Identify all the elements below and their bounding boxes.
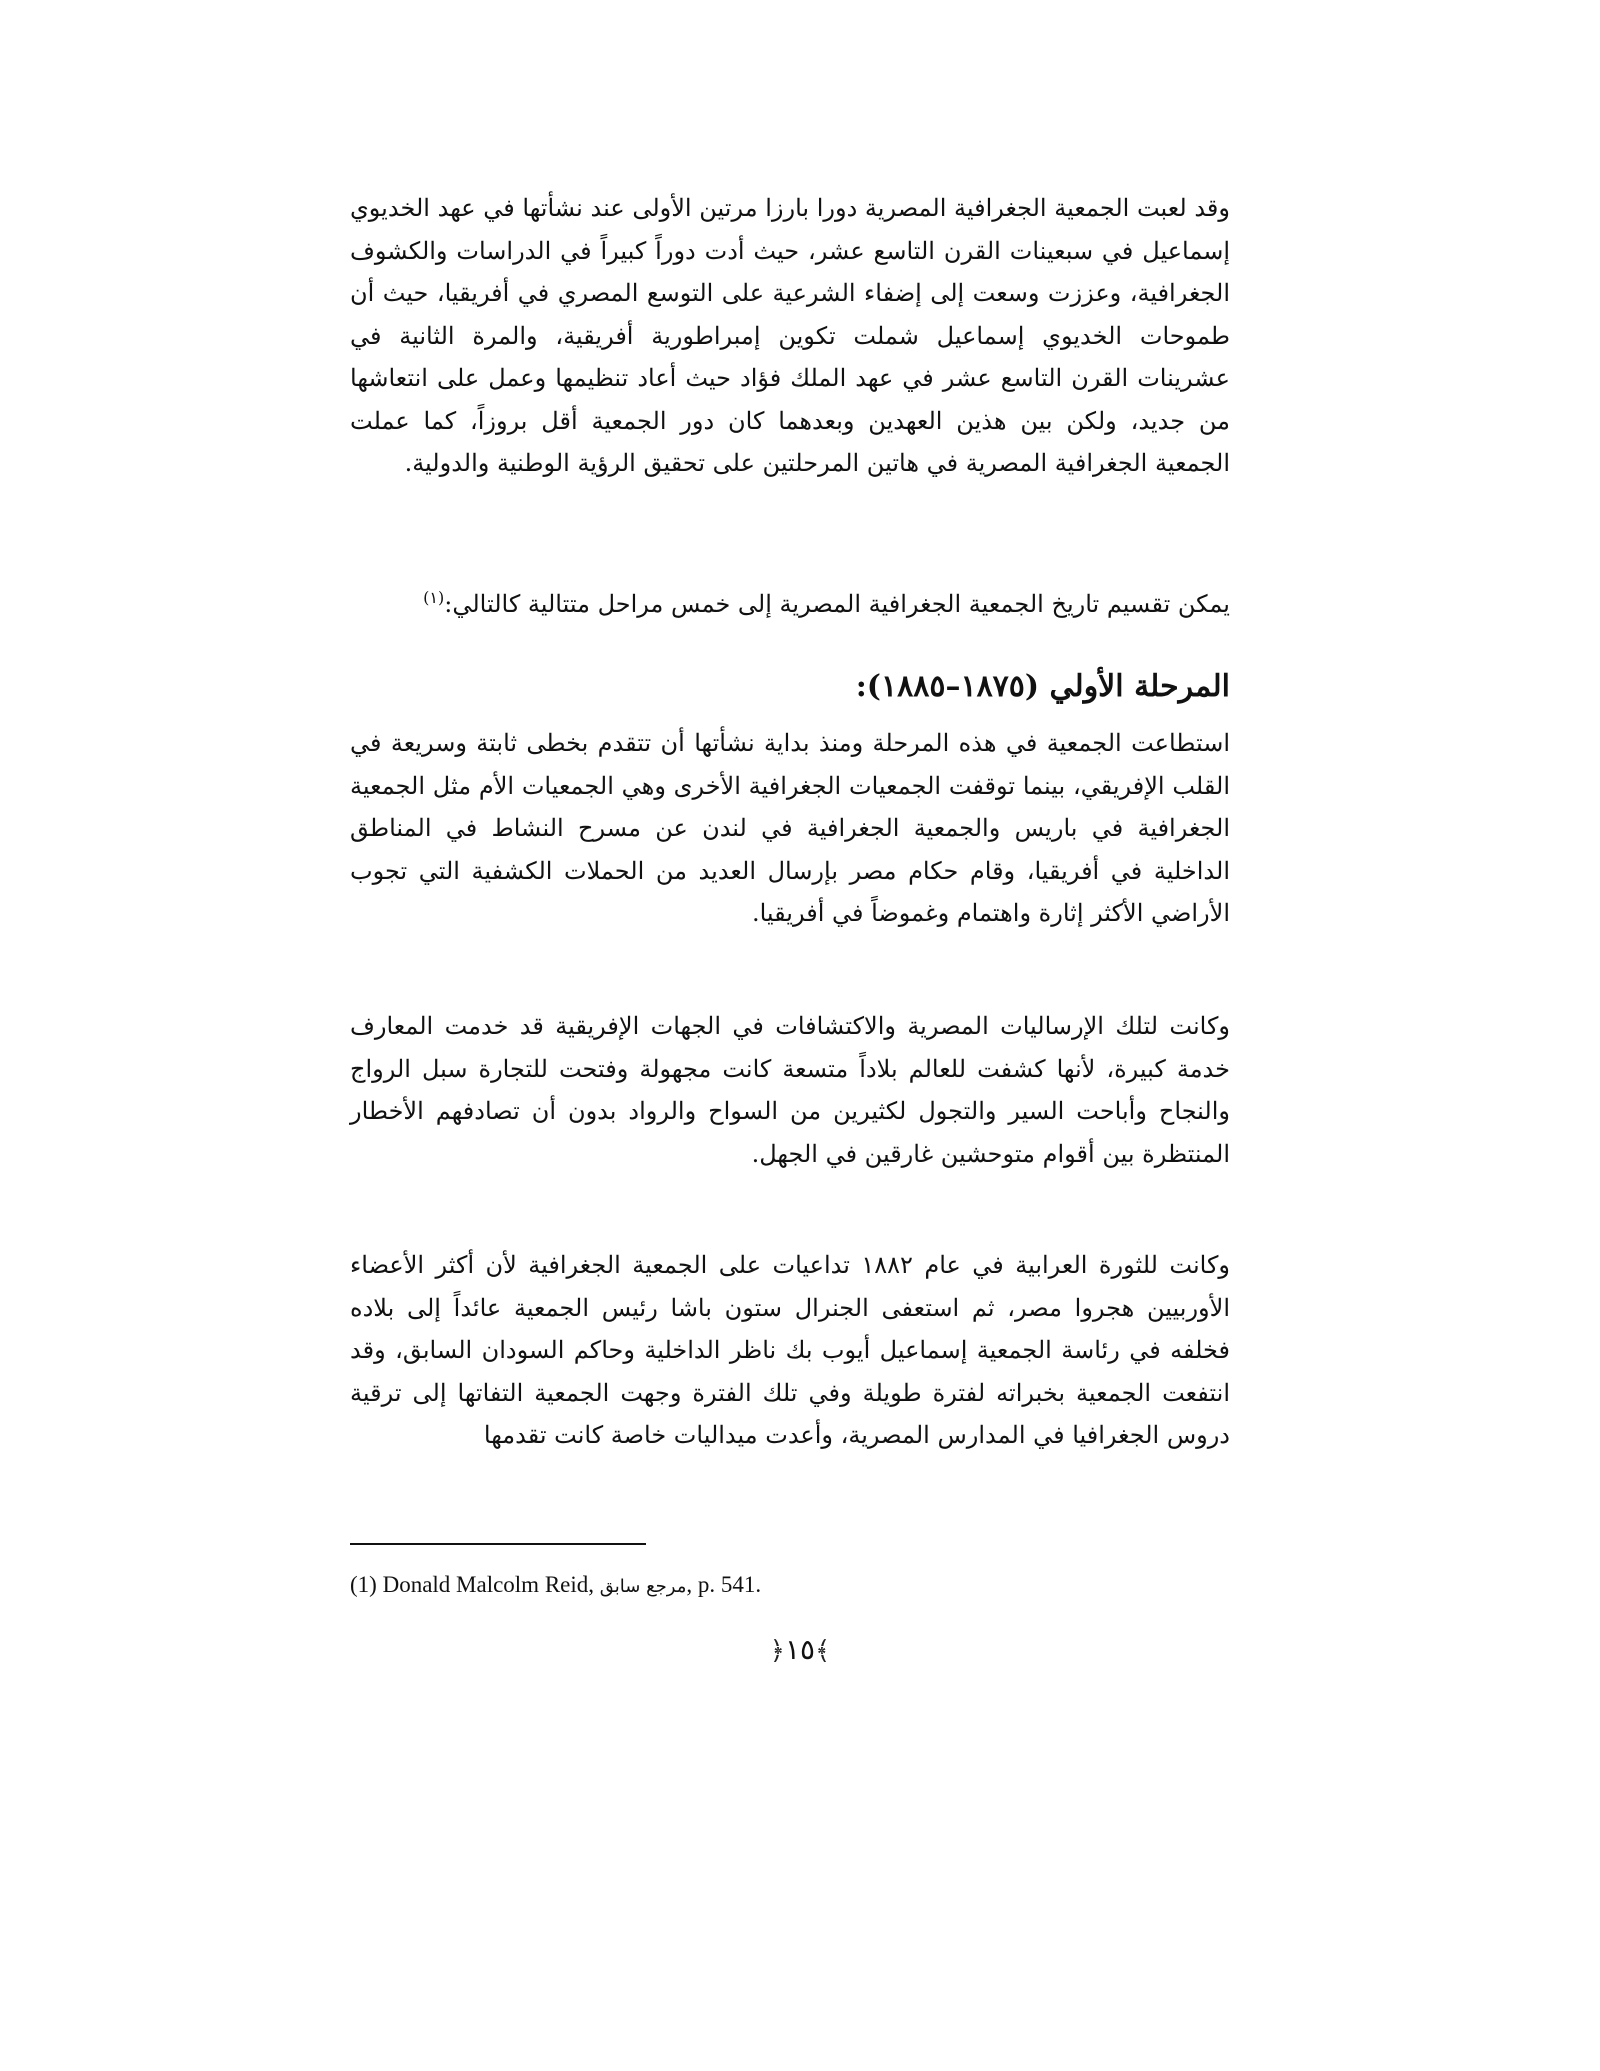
phases-intro-text: يمكن تقسيم تاريخ الجمعية الجغرافية المصرية إلى خمس مراحل متتالية كالتالي: — [444, 590, 1230, 618]
footnote-divider — [350, 1543, 646, 1545]
paragraph-society-role: وقد لعبت الجمعية الجغرافية المصرية دورا بارزا مرتين الأولى عند نشأتها في عهد الخديوي إسماعيل في سبعينات القرن التاسع عشر، حيث أدت دوراً كبيراً في الدراسات والكشوف الجغرافية، وعززت وسعت إلى إضفاء الشرعية على التوسع المصري في أفريقيا، حيث أن طموحات الخديوي إسماعيل شملت تكوين إمبراطورية أفريقية، والمرة الثانية في عشرينات القرن التاسع عشر في عهد الملك فؤاد حيث أعاد تنظيمها وعمل على انتعاشها من جديد، ولكن بين هذين العهدين وبعدهما كان دور الجمعية أقل بروزاً، كما عملت الجمعية الجغرافية المصرية في هاتين المرحلتين على تحقيق الرؤية الوطنية والدولية. — [350, 194, 1231, 477]
paragraph-phases-intro — [350, 584, 1230, 624]
page-number-value: ١٥ — [784, 1633, 816, 1666]
footnote-author: Donald Malcolm Reid, — [382, 1572, 595, 1597]
page-number — [740, 1630, 860, 1671]
page-number-ornament-left: ﴿ — [769, 1636, 785, 1666]
footnote-arabic-ref: مرجع سابق — [599, 1576, 687, 1597]
footnote-number: (1) — [350, 1572, 377, 1597]
paragraph-missions: وكانت لتلك الإرساليات المصرية والاكتشافات في الجهات الإفريقية قد خدمت المعارف خدمة كبيرة، لأنها كشفت للعالم بلاداً متسعة كانت مجهولة وفتحت للتجارة سبل الرواج والنجاح وأباحت السير والتجول لكثيرين من السواح والرواد بدون أن تصادفهم الأخطار المنتظرة بين أقوام متوحشين غارقين في الجهل. — [350, 1012, 1230, 1168]
footnote-reference: (١) — [423, 588, 445, 607]
paragraph-first-phase: استطاعت الجمعية في هذه المرحلة ومنذ بداية نشأتها أن تتقدم بخطى ثابتة وسريعة في القلب الإفريقي، بينما توقفت الجمعيات الجغرافية الأخرى وهي الجمعيات الأم مثل الجمعية الجغرافية في باريس والجمعية الجغرافية في لندن عن مسرح النشاط في المناطق الداخلية في أفريقيا، وقام حكام مصر بإرسال العديد من الحملات الكشفية التي تجوب الأراضي الأكثر إثارة واهتمام وغموضاً في أفريقيا. — [350, 729, 1230, 927]
page-number-ornament-right: ﴾ — [815, 1636, 831, 1666]
paragraph-urabi-revolution: وكانت للثورة العرابية في عام ١٨٨٢ تداعيات على الجمعية الجغرافية لأن أكثر الأعضاء الأوربيين هجروا مصر، ثم استعفى الجنرال ستون باشا رئيس الجمعية عائداً إلى بلاده فخلفه في رئاسة الجمعية إسماعيل أيوب بك ناظر الداخلية وحاكم السودان السابق، وقد انتفعت الجمعية بخبراته لفترة طويلة وفي تلك الفترة وجهت الجمعية التفاتها إلى ترقية دروس الجغرافيا في المدارس المصرية، وأعدت ميداليات خاصة كانت تقدمها — [350, 1251, 1231, 1449]
footnote-page: , p. 541. — [686, 1572, 762, 1597]
footnote — [350, 1569, 1230, 1603]
section-heading-first-phase: المرحلة الأولي (١٨٧٥–١٨٨٥): — [855, 669, 1230, 704]
